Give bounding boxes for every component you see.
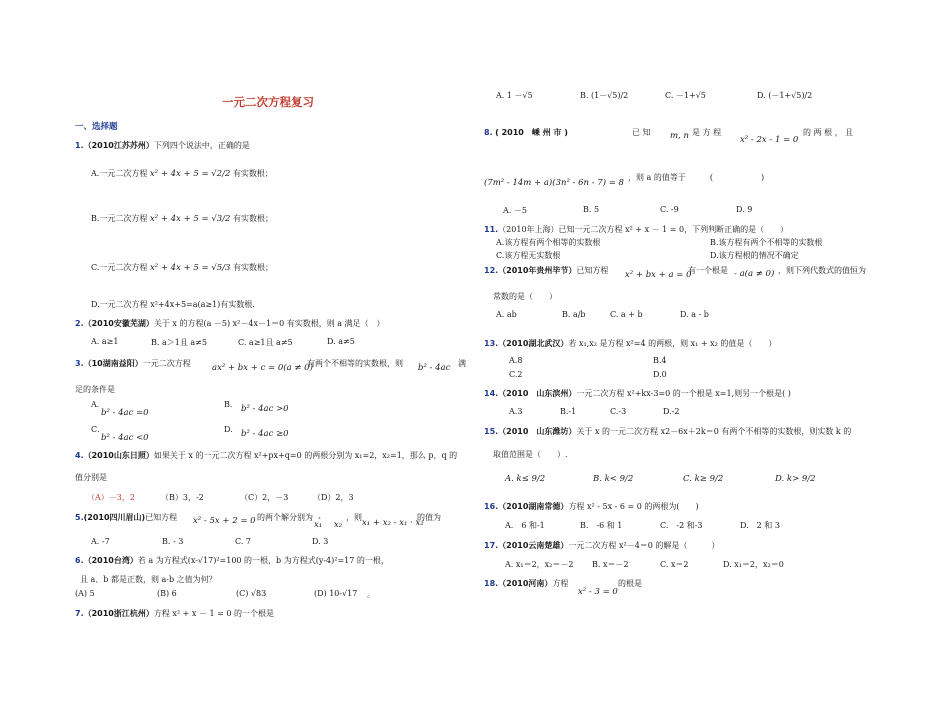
q6-option-b: (B) 6 <box>157 589 177 598</box>
q15-option-a: A. k≤ 9/2 <box>505 474 546 484</box>
q8-line2: ，则 a 的值等于 ( ) <box>628 173 765 182</box>
q-source: （10湖南益阳） <box>83 359 143 368</box>
q3-option-b: b² - 4ac >0 <box>241 404 289 414</box>
q-number: 7. <box>75 609 84 618</box>
q-number: 17. <box>484 541 499 550</box>
q3-stem-mid: 有两个不相等的实数根，则 <box>307 359 403 368</box>
q13-option-b: B.4 <box>653 356 667 365</box>
question-12: 12.（2010年贵州毕节）已知方程 <box>484 266 609 275</box>
q1-option-d: D.一元二次方程 x²+4x+5=a(a≥1)有实数根. <box>91 300 255 309</box>
q-source: （2010云南楚雄） <box>498 541 569 550</box>
q12-option-d: D. a - b <box>680 310 709 319</box>
q8-mn: m, n <box>670 131 689 141</box>
q-source: （2010湖南常德） <box>498 502 569 511</box>
q-number: 8. <box>484 128 493 137</box>
q4-option-d: （D）2，3 <box>313 493 354 502</box>
q8-option-a: A. －5 <box>503 206 527 215</box>
q16-option-a: A. 6 和-1 <box>505 521 545 530</box>
q8-option-c: C. -9 <box>660 205 679 214</box>
q3-stem-tail: 满 <box>458 359 466 368</box>
discriminant: b² - 4ac <box>418 363 451 373</box>
q8-stem: 已 知 <box>632 128 651 137</box>
q-number: 14. <box>484 389 499 398</box>
q5-option-d: D. 3 <box>312 537 329 546</box>
q5-tail: 的值为 <box>417 513 441 522</box>
q5-option-a: A. -7 <box>91 537 110 546</box>
q12-tail: ，则下列代数式的值恒为 <box>778 266 866 275</box>
q3-option-c-label: C． <box>91 425 106 434</box>
question-16: 16.（2010湖南常德）方程 x² - 5x - 6 = 0 的两根为( ) <box>484 502 699 511</box>
q8-tail: 的 两 根 ， 且 <box>803 128 854 137</box>
q11-option-d: D.该方程根的情况不确定 <box>710 251 799 260</box>
q7-option-b: B. (1－√5)/2 <box>580 91 629 100</box>
q16-option-c: C. -2 和-3 <box>660 521 703 530</box>
q14-option-d: D.-2 <box>663 407 680 416</box>
q13-option-c: C.2 <box>509 370 523 379</box>
q1-option-a: A.一元二次方程 x² + 4x + 5 = √2/2 有实数根； <box>91 169 273 179</box>
q2-option-a: A. a≥1 <box>91 337 119 346</box>
q-source: ( 2010 嵊 州 市 ) <box>495 128 568 137</box>
equation: ax² + bx + c = 0(a ≠ 0) <box>212 363 313 373</box>
q-source: (2010四川眉山) <box>83 513 146 522</box>
q2-option-d: D. a≠5 <box>327 337 355 346</box>
question-8 <box>484 127 568 138</box>
q6-line2: 且 a、b 都是正数，则 a-b 之值为何？ <box>80 575 217 584</box>
q6-option-d: (D) 10-√17 <box>314 589 358 598</box>
q12-option-a: A. ab <box>496 310 517 319</box>
q3-option-a: b² - 4ac =0 <box>101 408 149 418</box>
q5-stem-mid: 的两个解分别为 <box>257 513 313 522</box>
q12-option-b: B. a/b <box>562 310 586 319</box>
q15-line2: 取值范围是（ ）. <box>493 450 568 459</box>
q-number: 6. <box>75 556 84 565</box>
question-13: 13.（2010湖北武汉）若 x₁,x₂ 是方程 x²=4 的两根，则 x₁ + x₂ 的值是（ ） <box>484 339 777 348</box>
q-number: 5. <box>75 513 84 522</box>
q-source: （2010浙江杭州） <box>83 609 154 618</box>
q-stem: 下列四个说法中，正确的是 <box>153 141 250 150</box>
equation: x² - 2x - 1 = 0 <box>740 135 799 145</box>
question-14: 14.（2010 山东滨州）一元二次方程 x²+kx-3=0 的一个根是 x=1,则另一个根是( ) <box>484 389 791 398</box>
q-number: 16. <box>484 502 499 511</box>
q11-option-a: A.该方程有两个相等的实数根 <box>496 238 601 247</box>
q17-option-c: C. x＝2 <box>660 560 689 569</box>
q7-option-d: D. (－1+√5)/2 <box>757 91 813 100</box>
q8-option-b: B. 5 <box>583 205 600 214</box>
q-number: 18. <box>484 579 499 588</box>
q4-option-b: （B）3，-2 <box>161 493 204 502</box>
question-1 <box>75 140 250 151</box>
q13-option-d: D.0 <box>653 370 667 379</box>
q1-option-b: B.一元二次方程 x² + 4x + 5 = √3/2 有实数根； <box>91 214 273 224</box>
q4-option-a: （A）－3，2 <box>87 493 135 502</box>
q-number: 2. <box>75 319 84 328</box>
q18-tail: 的根是 <box>618 579 642 588</box>
q8-option-d: D. 9 <box>736 205 753 214</box>
q11-option-b: B.该方程有两个不相等的实数根 <box>710 238 823 247</box>
q-number: 1. <box>75 141 84 150</box>
q-number: 13. <box>484 339 499 348</box>
root-x1: x₁ <box>314 520 323 530</box>
q5-separator: 、 <box>318 511 326 520</box>
q12-mid: 有一个根是 <box>688 266 728 275</box>
equation: x² + bx + a = 0 <box>625 270 692 280</box>
q17-option-b: B. x＝－2 <box>592 560 629 569</box>
q5-then: ，则 <box>346 513 362 522</box>
q-source: （2010安徽芜湖） <box>83 319 154 328</box>
q-source: （2010江苏苏州） <box>83 141 154 150</box>
q8-mid: 是 方 程 <box>692 128 722 137</box>
q4-line2: 值分别是 <box>75 473 107 482</box>
question-6: 6.（2010台湾）若 a 为方程式(x-√17)²=100 的一根，b 为方程式(y-4)²=17 的一根， <box>75 556 389 565</box>
root-x2: x₂ <box>334 520 343 530</box>
equation: x² + 4x + 5 = √3/2 <box>149 214 231 224</box>
q-number: 3. <box>75 359 84 368</box>
q15-option-d: D. k> 9/2 <box>775 474 816 484</box>
q2-option-b: B. a＞1且 a≠5 <box>151 338 207 347</box>
q4-option-c: （C）2，－3 <box>240 493 289 502</box>
question-3: 3.（10湖南益阳）一元二次方程 <box>75 359 191 368</box>
equation: x² - 5x + 2 = 0 <box>193 516 256 526</box>
q3-option-d-label: D． <box>224 425 239 434</box>
q3-option-c: b² - 4ac <0 <box>101 433 149 443</box>
q3-line2: 足的条件是 <box>75 385 115 394</box>
q12-line2: 常数的是（ ） <box>493 292 557 301</box>
q3-option-d: b² - 4ac ≥0 <box>241 429 289 439</box>
q-stem: 关于 x 的方程(a －5) x²－4x－1＝0 有实数根，则 a 满足（ ） <box>153 319 385 328</box>
equation: x² - 3 = 0 <box>578 587 618 597</box>
q-source: （2010 山东滨州） <box>498 389 577 398</box>
q-source: （2010 山东潍坊） <box>498 427 577 436</box>
question-15: 15.（2010 山东潍坊）关于 x 的一元二次方程 x2－6x＋2k＝0 有两个不相等的实数根，则实数 k 的 <box>484 427 852 436</box>
q12-option-c: C. a + b <box>610 310 643 319</box>
q16-option-d: D. 2 和 3 <box>740 521 780 530</box>
q7-option-c: C. －1+√5 <box>665 91 706 100</box>
q-number: 11. <box>484 225 499 234</box>
q11-option-c: C.该方程无实数根 <box>496 251 561 260</box>
q-number: 4. <box>75 451 84 460</box>
q2-option-c: C. a≥1且 a≠5 <box>238 338 293 347</box>
q15-option-b: B. k< 9/2 <box>593 474 634 484</box>
q14-option-b: B.-1 <box>560 407 577 416</box>
question-4: 4.（2010山东日照）如果关于 x 的一元二次方程 x²+px+q=0 的两根分别为 x₁=2，x₂=1，那么 p，q 的 <box>75 451 458 460</box>
q6-option-a: (A) 5 <box>75 589 95 598</box>
equation: (7m² - 14m + a)(3n² - 6n - 7) = 8 <box>484 178 624 188</box>
q3-option-a-label: A． <box>91 400 105 409</box>
q13-option-a: A.8 <box>509 356 523 365</box>
page-title: 一元二次方程复习 <box>222 95 314 109</box>
root: - a(a ≠ 0) <box>734 269 775 279</box>
equation: x² + 4x + 5 = √5/3 <box>149 263 231 273</box>
q16-option-b: B. -6 和 1 <box>580 521 623 530</box>
equation: x² + 4x + 5 = √2/2 <box>149 169 231 179</box>
q1-option-c: C.一元二次方程 x² + 4x + 5 = √5/3 有实数根； <box>91 263 273 273</box>
question-5: 5.(2010四川眉山)已知方程 <box>75 513 178 522</box>
q3-option-b-label: B． <box>224 400 238 409</box>
expression: x₁ + x₂ - x₁ · x₂ <box>362 518 424 528</box>
q7-option-a: A. 1 －√5 <box>496 91 533 100</box>
q14-option-a: A.3 <box>509 407 523 416</box>
question-11: 11.（2010年上海）已知一元二次方程 x² + x － 1 = 0，下列判断正确的是（ ） <box>484 225 789 234</box>
q17-option-a: A. x₁＝2，x₂＝－2 <box>505 560 574 569</box>
q-number: 12. <box>484 266 499 275</box>
q6-option-c: (C) √83 <box>236 589 267 598</box>
q-source: （2010台湾） <box>83 556 138 565</box>
question-2 <box>75 318 385 329</box>
q14-option-c: C.-3 <box>610 407 627 416</box>
q6-end: 。 <box>367 590 375 599</box>
question-17: 17.（2010云南楚雄）一元二次方程 x²－4＝0 的解是（ ） <box>484 541 720 550</box>
q5-option-b: B. - 3 <box>162 537 184 546</box>
q-source: （2010湖北武汉） <box>498 339 569 348</box>
q-source: （2010河南） <box>498 579 553 588</box>
q-source: （2010年贵州毕节） <box>498 266 577 275</box>
section-heading: 一、选择题 <box>75 122 118 132</box>
q17-option-d: D. x₁＝2，x₂＝0 <box>723 560 784 569</box>
question-7: 7.（2010浙江杭州）方程 x² + x － 1 = 0 的一个根是 <box>75 609 275 618</box>
q-source: （2010山东日照） <box>83 451 154 460</box>
q5-option-c: C. 7 <box>235 537 252 546</box>
question-18: 18.（2010河南）方程 <box>484 579 569 588</box>
q-number: 15. <box>484 427 499 436</box>
q15-option-c: C. k≥ 9/2 <box>683 474 724 484</box>
